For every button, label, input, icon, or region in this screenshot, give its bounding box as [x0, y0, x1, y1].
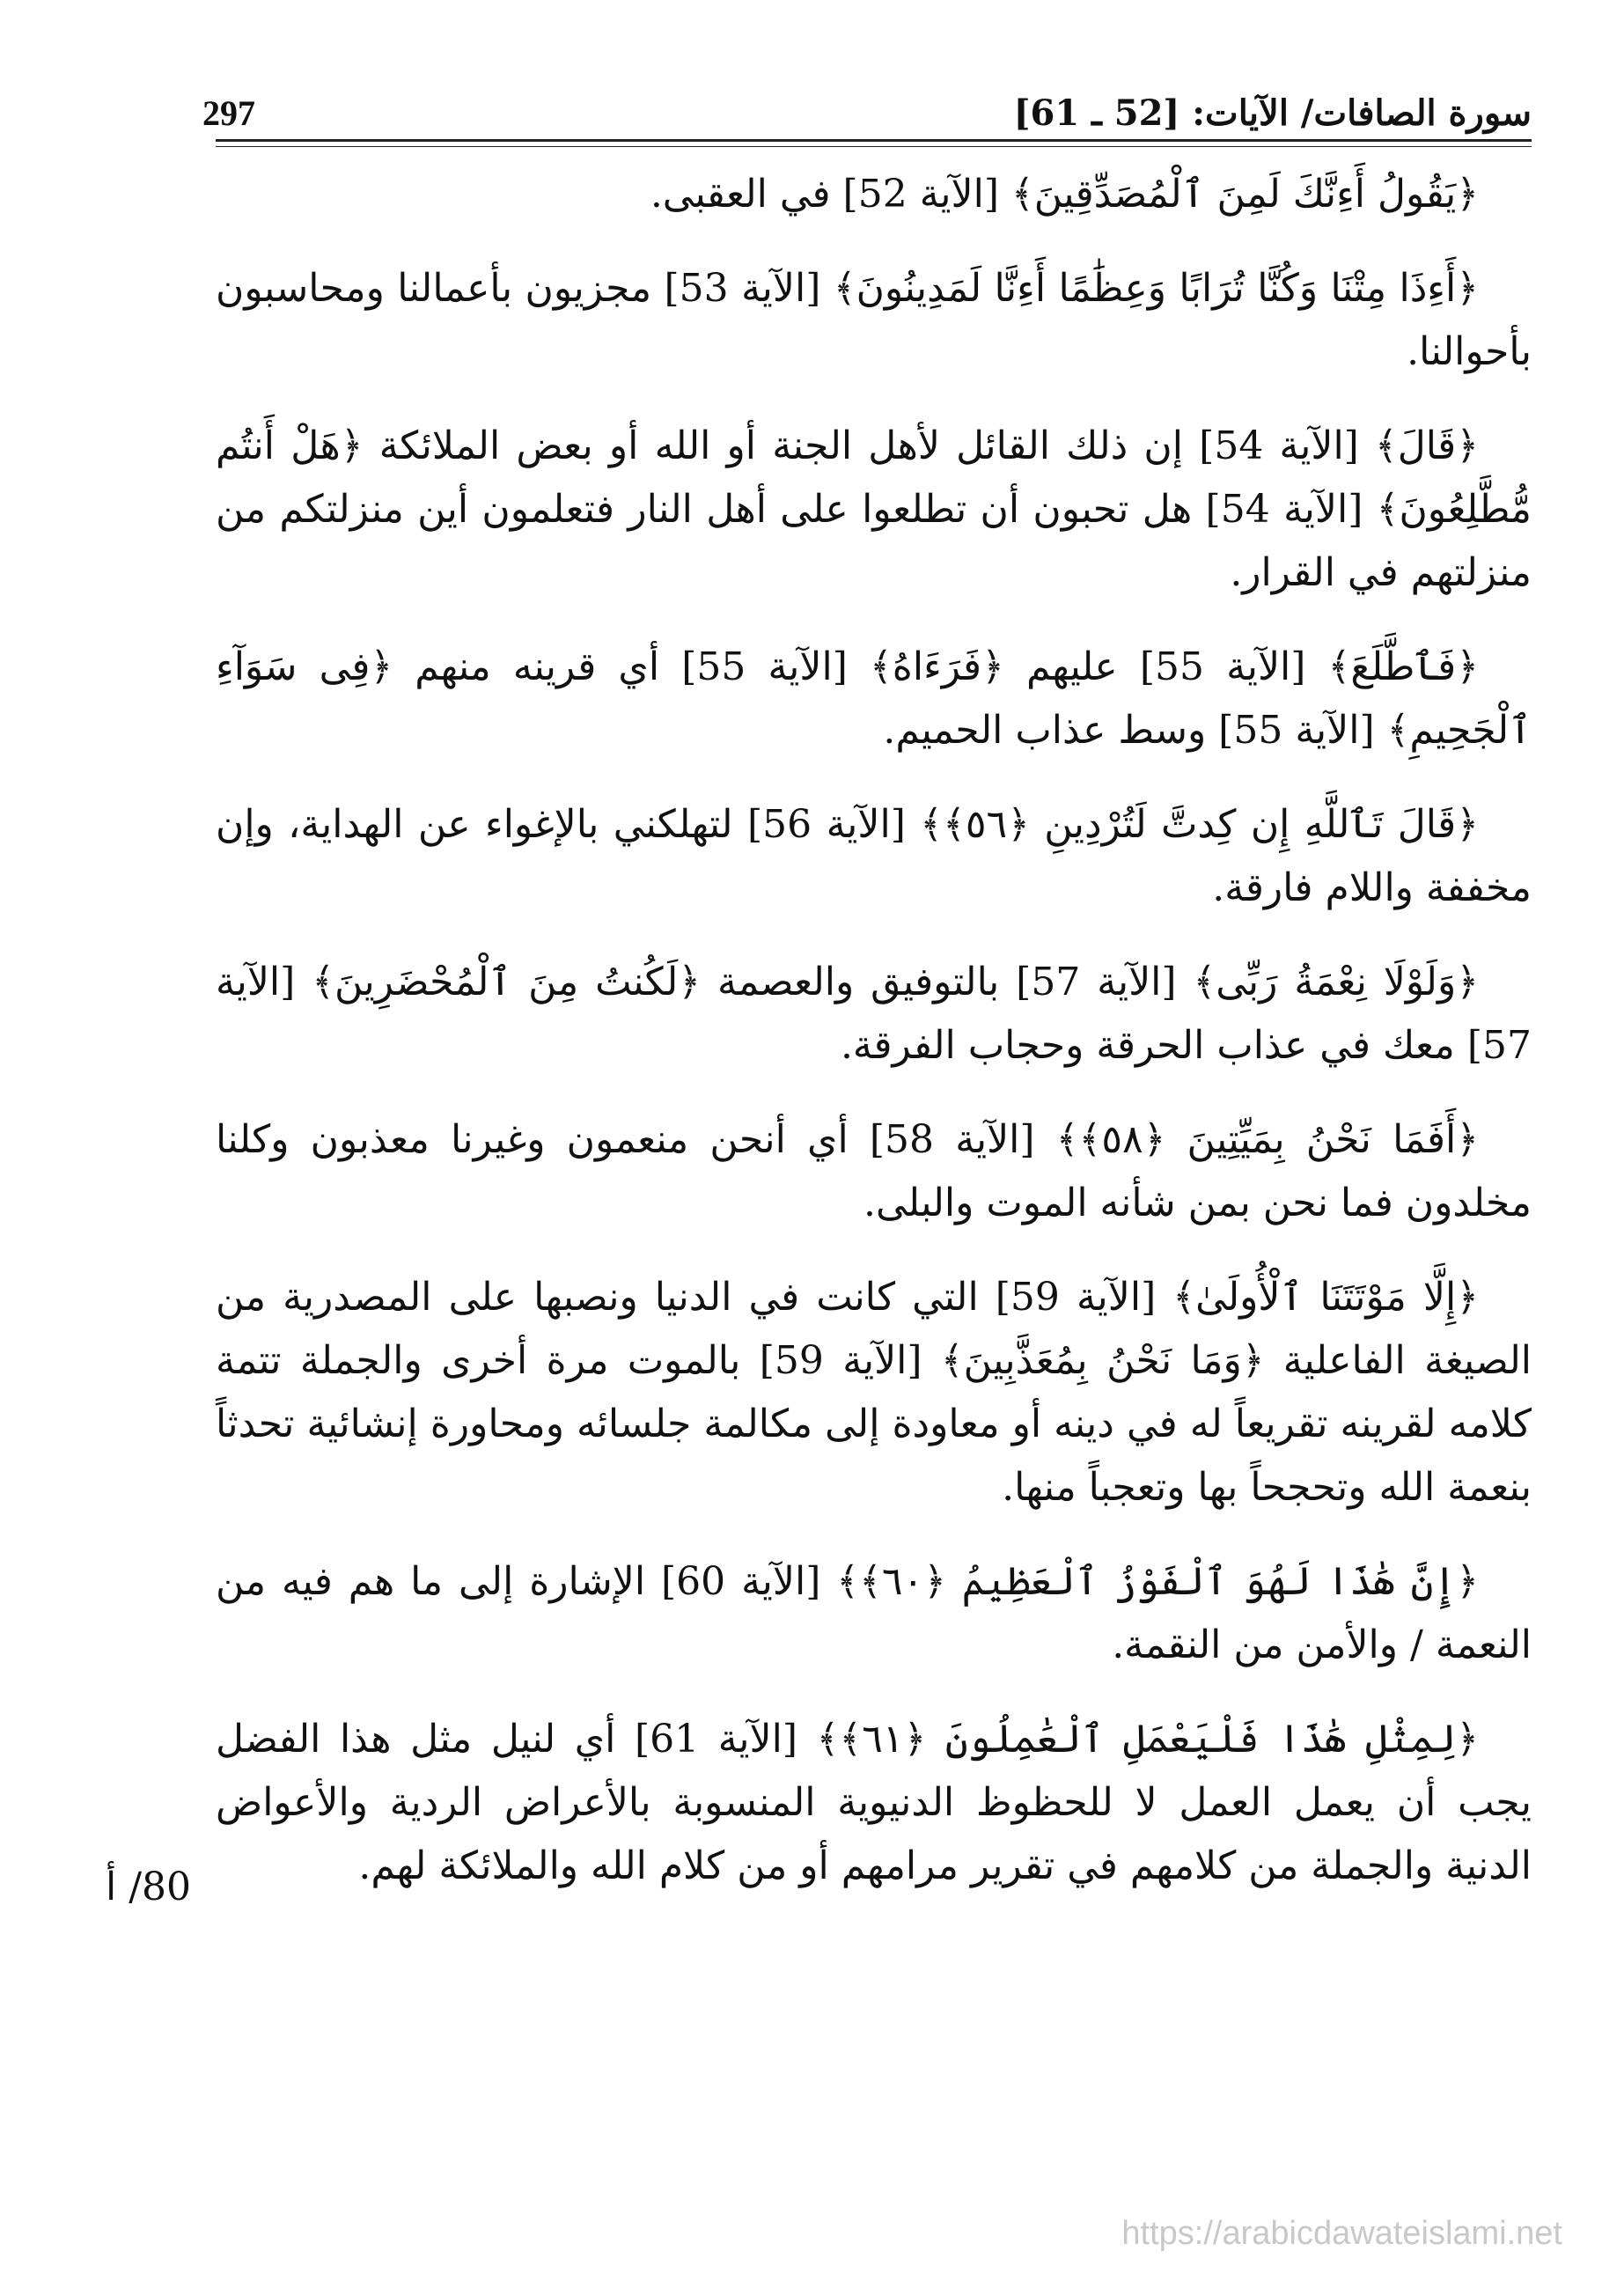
paragraph: ﴿لِمِثْلِ هَٰذَا فَلْيَعْمَلِ ٱلْعَٰمِلُونَ ﴿٦١﴾﴾ [الآية 61] أي لنيل مثل هذا الفضل يجب أن يعمل العمل لا للحظوظ الدنيوية المنسوبة بالأعراض الردية والأعواض الدنية والجملة من كلامهم في تقرير مرامهم أو من كلام الله والملائكة لهم. — [216, 1717, 1532, 1888]
paragraph: ﴿وَلَوْلَا نِعْمَةُ رَبِّى﴾ [الآية 57] بالتوفيق والعصمة ﴿لَكُنتُ مِنَ ٱلْمُحْضَرِينَ﴾ [الآية 57] معك في عذاب الحرقة وحجاب الفرقة. — [216, 960, 1532, 1068]
page-header — [202, 81, 1532, 134]
body-text — [216, 163, 1532, 2214]
paragraph: ﴿إِلَّا مَوْتَتَنَا ٱلْأُولَىٰ﴾ [الآية 59] التي كانت في الدنيا ونصبها على المصدرية من الصيغة الفاعلية ﴿وَمَا نَحْنُ بِمُعَذَّبِينَ﴾ [الآية 59] بالموت مرة أخرى والجملة تتمة كلامه لقرينه تقريعاً له في دينه أو معاودة إلى مكالمة جلسائه ومحاورة إنشائية تحدثاً بنعمة الله وتحجحاً بها وتعجباً منها. — [216, 1275, 1532, 1510]
page-number: 297 — [202, 93, 255, 133]
paragraph: ﴿قَالَ﴾ [الآية 54] إن ذلك القائل لأهل الجنة أو الله أو بعض الملائكة ﴿هَلْ أَنتُم مُّطَّلِعُونَ﴾ [الآية 54] هل تحبون أن تطلعوا على أهل النار فتعلمون أين منزلتكم من منزلتهم في القرار. — [216, 423, 1532, 595]
manuscript-folio-note: 80/ أ — [106, 1865, 192, 1909]
header-rule-thick — [216, 139, 1532, 142]
paragraph: ﴿قَالَ تَٱللَّهِ إِن كِدتَّ لَتُرْدِينِ ﴿٥٦﴾﴾ [الآية 56] لتهلكني بالإغواء عن الهداية، وإن مخففة واللام فارقة. — [216, 802, 1532, 910]
paragraph: ﴿أَءِذَا مِتْنَا وَكُنَّا تُرَابًا وَعِظَٰمًا أَءِنَّا لَمَدِينُونَ﴾ [الآية 53] مجزيون بأعمالنا ومحاسبون بأحوالنا. — [216, 266, 1532, 374]
paragraph: ﴿إِنَّ هَٰذَا لَهُوَ ٱلْفَوْزُ ٱلْعَظِيمُ ﴿٦٠﴾﴾ [الآية 60] الإشارة إلى ما هم فيه من النعمة / والأمن من النقمة. — [216, 1559, 1532, 1667]
paragraph: ﴿أَفَمَا نَحْنُ بِمَيِّتِينَ ﴿٥٨﴾﴾ [الآية 58] أي أنحن منعمون وغيرنا معذبون وكلنا مخلدون فما نحن بمن شأنه الموت والبلى. — [216, 1117, 1532, 1225]
paragraph: ﴿فَٱطَّلَعَ﴾ [الآية 55] عليهم ﴿فَرَءَاهُ﴾ [الآية 55] أي قرينه منهم ﴿فِى سَوَآءِ ٱلْجَحِيمِ﴾ [الآية 55] وسط عذاب الحميم. — [216, 644, 1532, 753]
running-title: سورة الصافات/ الآيات: [52 ـ 61] — [1013, 92, 1532, 134]
paragraph: ﴿يَقُولُ أَءِنَّكَ لَمِنَ ٱلْمُصَدِّقِينَ﴾ [الآية 52] في العقبى. — [650, 172, 1479, 217]
watermark-link[interactable]: https://arabicdawateislami.net — [1121, 2215, 1562, 2252]
header-rule-thin — [216, 146, 1532, 147]
